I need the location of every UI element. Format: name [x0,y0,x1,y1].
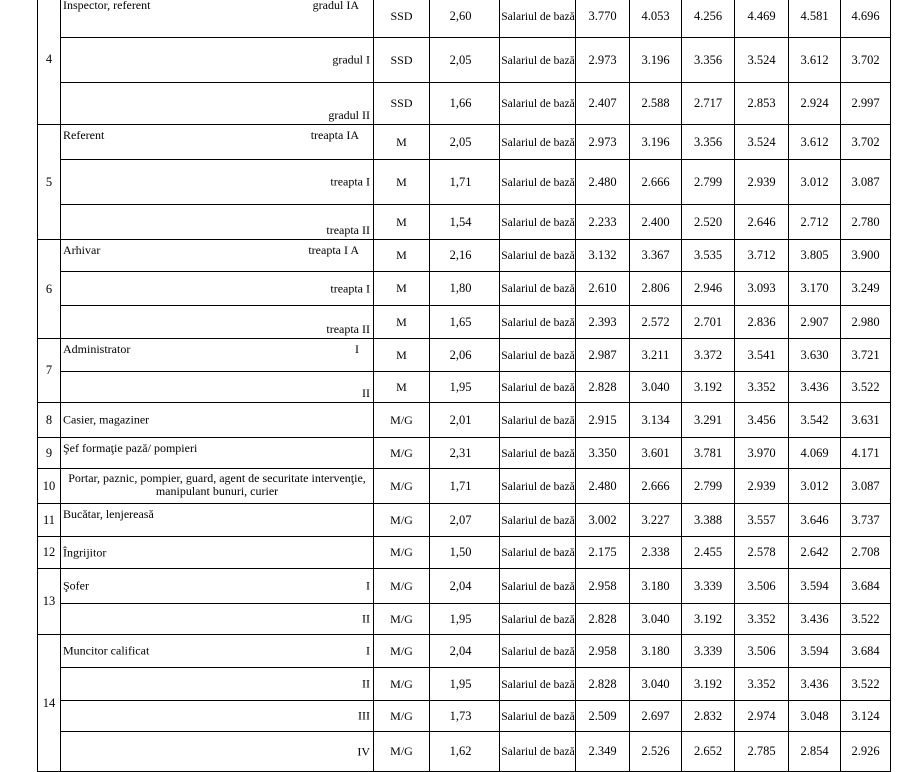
salary-value-cell: 3.367 [630,240,682,272]
salary-value-cell: 2.806 [630,272,682,306]
base-salary-label: Salariul de bază [500,339,576,372]
function-grade: IV [357,744,370,758]
salary-value-cell: 2.958 [576,569,630,604]
salary-value-cell: 3.702 [841,38,891,83]
salary-value-cell: 3.356 [682,38,735,83]
salary-value-cell: 2.799 [682,160,735,205]
coefficient-cell: 1,71 [430,160,500,205]
base-salary-label: Salariul de bază [500,668,576,701]
base-salary-label: Salariul de bază [500,469,576,504]
function-grade: II [362,386,370,400]
salary-value-cell: 2.924 [789,83,841,125]
base-salary-label: Salariul de bază [500,635,576,668]
function-cell [61,372,374,403]
salary-value-cell: 2.854 [789,732,841,772]
salary-value-cell: 2.915 [576,403,630,438]
function-name: Muncitor calificat [63,643,150,658]
table-row [38,403,891,438]
row-number-cell: 13 [38,569,61,635]
salary-value-cell: 2.455 [682,537,735,569]
salary-value-cell: 4.469 [735,0,789,38]
salary-table [37,0,891,772]
row-number-cell: 6 [38,240,61,339]
salary-value-cell: 2.480 [576,469,630,504]
salary-value-cell: 2.407 [576,83,630,125]
studies-cell: M/G [374,701,430,732]
coefficient-cell: 1,62 [430,732,500,772]
table-row [38,205,891,240]
function-cell [61,38,374,83]
function-grade: treapta I [330,174,370,189]
salary-value-cell: 3.684 [841,569,891,604]
function-name: Îngrijitor [63,545,107,559]
function-cell [61,504,374,537]
studies-cell: SSD [374,0,430,38]
base-salary-label: Salariul de bază [500,732,576,772]
studies-cell: M [374,160,430,205]
salary-value-cell: 3.541 [735,339,789,372]
salary-value-cell: 3.087 [841,160,891,205]
salary-value-cell: 2.480 [576,160,630,205]
salary-value-cell: 2.780 [841,205,891,240]
salary-value-cell: 3.180 [630,635,682,668]
salary-value-cell: 3.124 [841,701,891,732]
salary-value-cell: 3.506 [735,569,789,604]
function-cell [61,306,374,339]
function-cell [61,469,374,504]
table-row [38,732,891,772]
salary-value-cell: 2.828 [576,604,630,635]
row-number-cell: 12 [38,537,61,569]
salary-value-cell: 3.093 [735,272,789,306]
salary-value-cell: 3.192 [682,604,735,635]
function-cell [61,635,374,668]
salary-value-cell: 2.974 [735,701,789,732]
studies-cell: M/G [374,604,430,635]
table-row [38,469,891,504]
studies-cell: M/G [374,668,430,701]
studies-cell: M/G [374,469,430,504]
salary-value-cell: 3.612 [789,38,841,83]
studies-cell: M [374,339,430,372]
table-row [38,306,891,339]
salary-value-cell: 2.666 [630,160,682,205]
function-grade: gradul II [328,108,370,122]
salary-value-cell: 3.702 [841,125,891,160]
table-row [38,569,891,604]
table-row [38,604,891,635]
salary-value-cell: 2.572 [630,306,682,339]
coefficient-cell: 2,01 [430,403,500,438]
salary-value-cell: 4.696 [841,0,891,38]
function-cell [61,83,374,125]
function-cell [61,668,374,701]
salary-value-cell: 3.040 [630,604,682,635]
table-row [38,668,891,701]
salary-value-cell: 2.233 [576,205,630,240]
salary-value-cell: 3.557 [735,504,789,537]
salary-value-cell: 3.352 [735,372,789,403]
salary-value-cell: 2.785 [735,732,789,772]
salary-value-cell: 2.958 [576,635,630,668]
salary-value-cell: 2.588 [630,83,682,125]
function-cell [61,205,374,240]
coefficient-cell: 2,04 [430,569,500,604]
salary-value-cell: 2.349 [576,732,630,772]
studies-cell: M [374,306,430,339]
base-salary-label: Salariul de bază [500,38,576,83]
coefficient-cell: 2,07 [430,504,500,537]
salary-value-cell: 2.828 [576,372,630,403]
table-row [38,701,891,732]
coefficient-cell: 2,60 [430,0,500,38]
salary-value-cell: 2.853 [735,83,789,125]
function-grade: I [355,342,359,356]
function-name: Casier, magaziner [63,412,150,427]
coefficient-cell: 2,04 [430,635,500,668]
salary-value-cell: 2.973 [576,125,630,160]
salary-value-cell: 2.338 [630,537,682,569]
function-cell [61,240,374,272]
function-grade: gradul I [332,52,370,67]
salary-value-cell: 3.012 [789,469,841,504]
function-cell [61,537,374,569]
coefficient-cell: 1,54 [430,205,500,240]
function-cell [61,125,374,160]
function-cell [61,732,374,772]
salary-value-cell: 3.522 [841,604,891,635]
salary-value-cell: 2.652 [682,732,735,772]
salary-value-cell: 2.526 [630,732,682,772]
salary-value-cell: 3.436 [789,668,841,701]
studies-cell: M/G [374,438,430,469]
salary-value-cell: 3.542 [789,403,841,438]
salary-value-cell: 3.192 [682,668,735,701]
function-cell [61,160,374,205]
salary-value-cell: 3.524 [735,125,789,160]
base-salary-label: Salariul de bază [500,537,576,569]
table-row [38,372,891,403]
function-grade: treapta I A [308,243,359,257]
salary-value-cell: 3.684 [841,635,891,668]
salary-value-cell: 3.196 [630,125,682,160]
salary-value-cell: 2.980 [841,306,891,339]
salary-value-cell: 3.631 [841,403,891,438]
salary-value-cell: 2.642 [789,537,841,569]
salary-value-cell: 3.012 [789,160,841,205]
salary-value-cell: 3.970 [735,438,789,469]
salary-value-cell: 3.356 [682,125,735,160]
salary-value-cell: 2.712 [789,205,841,240]
studies-cell: M/G [374,537,430,569]
salary-value-cell: 2.393 [576,306,630,339]
studies-cell: M [374,240,430,272]
table-row [38,504,891,537]
salary-value-cell: 2.939 [735,469,789,504]
row-number-cell: 5 [38,125,61,240]
function-grade: treapta IA [310,128,359,142]
salary-value-cell: 2.717 [682,83,735,125]
salary-value-cell: 3.339 [682,635,735,668]
salary-value-cell: 3.522 [841,668,891,701]
function-cell [61,403,374,438]
row-number-cell: 4 [38,0,61,125]
function-name: Şofer [63,578,89,593]
salary-value-cell: 3.249 [841,272,891,306]
row-number-cell: 11 [38,504,61,537]
coefficient-cell: 1,95 [430,668,500,701]
salary-value-cell: 3.002 [576,504,630,537]
base-salary-label: Salariul de bază [500,306,576,339]
studies-cell: M [374,272,430,306]
row-number-cell: 8 [38,403,61,438]
coefficient-cell: 1,50 [430,537,500,569]
studies-cell: SSD [374,38,430,83]
function-grade: I [366,578,370,593]
table-row [38,272,891,306]
table-row [38,160,891,205]
function-grade: III [358,708,370,723]
salary-value-cell: 4.053 [630,0,682,38]
coefficient-cell: 1,95 [430,372,500,403]
function-cell [61,339,374,372]
studies-cell: M [374,125,430,160]
salary-value-cell: 3.087 [841,469,891,504]
function-grade: I [366,643,370,658]
coefficient-cell: 2,05 [430,125,500,160]
base-salary-label: Salariul de bază [500,372,576,403]
salary-value-cell: 3.436 [789,604,841,635]
salary-value-cell: 2.520 [682,205,735,240]
salary-value-cell: 2.939 [735,160,789,205]
salary-value-cell: 3.805 [789,240,841,272]
salary-value-cell: 3.612 [789,125,841,160]
salary-value-cell: 4.256 [682,0,735,38]
salary-value-cell: 3.770 [576,0,630,38]
function-grade: gradul IA [312,0,359,12]
function-name: Administrator [63,342,131,356]
salary-value-cell: 3.630 [789,339,841,372]
function-cell [61,604,374,635]
studies-cell: M/G [374,569,430,604]
salary-value-cell: 3.594 [789,635,841,668]
table-row [38,38,891,83]
salary-value-cell: 3.352 [735,604,789,635]
salary-value-cell: 3.524 [735,38,789,83]
salary-value-cell: 4.581 [789,0,841,38]
salary-value-cell: 3.506 [735,635,789,668]
function-cell [61,701,374,732]
row-number-cell: 7 [38,339,61,403]
salary-value-cell: 3.900 [841,240,891,272]
salary-value-cell: 3.211 [630,339,682,372]
base-salary-label: Salariul de bază [500,701,576,732]
function-grade: II [362,611,370,626]
salary-value-cell: 3.291 [682,403,735,438]
salary-value-cell: 2.708 [841,537,891,569]
salary-value-cell: 3.132 [576,240,630,272]
function-name: Referent [63,128,105,142]
salary-value-cell: 3.040 [630,372,682,403]
table-row [38,125,891,160]
function-name: Inspector, referent [63,0,151,12]
salary-value-cell: 3.535 [682,240,735,272]
studies-cell: M/G [374,635,430,668]
salary-value-cell: 3.196 [630,38,682,83]
salary-value-cell: 3.040 [630,668,682,701]
base-salary-label: Salariul de bază [500,604,576,635]
salary-value-cell: 3.372 [682,339,735,372]
salary-value-cell: 3.134 [630,403,682,438]
salary-value-cell: 2.701 [682,306,735,339]
salary-value-cell: 2.697 [630,701,682,732]
coefficient-cell: 2,06 [430,339,500,372]
salary-value-cell: 3.048 [789,701,841,732]
salary-value-cell: 4.171 [841,438,891,469]
function-grade: treapta II [326,223,370,237]
salary-value-cell: 3.350 [576,438,630,469]
function-name: Portar, paznic, pompier, guard, agent de securitate intervenţie, manipulant bunuri, curier [68,471,366,498]
coefficient-cell: 2,05 [430,38,500,83]
function-grade: treapta II [326,322,370,336]
salary-value-cell: 3.737 [841,504,891,537]
salary-value-cell: 2.610 [576,272,630,306]
coefficient-cell: 1,95 [430,604,500,635]
salary-value-cell: 2.973 [576,38,630,83]
function-cell [61,438,374,469]
table-row [38,635,891,668]
table-row [38,339,891,372]
base-salary-label: Salariul de bază [500,403,576,438]
salary-value-cell: 2.987 [576,339,630,372]
studies-cell: M/G [374,732,430,772]
table-row [38,83,891,125]
row-number-cell: 10 [38,469,61,504]
salary-value-cell: 2.926 [841,732,891,772]
salary-value-cell: 3.170 [789,272,841,306]
salary-value-cell: 3.601 [630,438,682,469]
salary-value-cell: 3.227 [630,504,682,537]
base-salary-label: Salariul de bază [500,0,576,38]
base-salary-label: Salariul de bază [500,83,576,125]
base-salary-label: Salariul de bază [500,504,576,537]
row-number-cell: 14 [38,635,61,772]
salary-value-cell: 3.594 [789,569,841,604]
function-name: Bucătar, lenjereasă [63,507,154,521]
base-salary-label: Salariul de bază [500,125,576,160]
function-name: Arhivar [63,243,101,257]
salary-value-cell: 2.400 [630,205,682,240]
salary-value-cell: 3.192 [682,372,735,403]
salary-value-cell: 2.997 [841,83,891,125]
salary-value-cell: 4.069 [789,438,841,469]
salary-value-cell: 3.522 [841,372,891,403]
function-cell [61,0,374,38]
row-number-cell: 9 [38,438,61,469]
function-cell [61,272,374,306]
salary-value-cell: 3.436 [789,372,841,403]
salary-value-cell: 2.836 [735,306,789,339]
salary-value-cell: 3.180 [630,569,682,604]
salary-value-cell: 2.175 [576,537,630,569]
table-row [38,438,891,469]
table-row [38,240,891,272]
salary-value-cell: 2.828 [576,668,630,701]
salary-value-cell: 2.832 [682,701,735,732]
studies-cell: M [374,205,430,240]
salary-value-cell: 3.388 [682,504,735,537]
salary-value-cell: 3.646 [789,504,841,537]
function-cell [61,569,374,604]
function-grade: treapta I [330,281,370,295]
coefficient-cell: 1,80 [430,272,500,306]
salary-value-cell: 2.578 [735,537,789,569]
salary-value-cell: 3.352 [735,668,789,701]
salary-value-cell: 3.712 [735,240,789,272]
coefficient-cell: 1,71 [430,469,500,504]
base-salary-label: Salariul de bază [500,272,576,306]
studies-cell: SSD [374,83,430,125]
function-grade: II [362,676,370,691]
base-salary-label: Salariul de bază [500,205,576,240]
studies-cell: M [374,372,430,403]
studies-cell: M/G [374,403,430,438]
salary-value-cell: 2.946 [682,272,735,306]
salary-value-cell: 2.666 [630,469,682,504]
coefficient-cell: 2,31 [430,438,500,469]
base-salary-label: Salariul de bază [500,160,576,205]
salary-value-cell: 3.781 [682,438,735,469]
coefficient-cell: 1,73 [430,701,500,732]
coefficient-cell: 1,66 [430,83,500,125]
table-body [38,0,891,772]
function-name: Şef formaţie pază/ pompieri [63,441,198,455]
table-row [38,0,891,38]
base-salary-label: Salariul de bază [500,438,576,469]
table-row [38,537,891,569]
salary-value-cell: 3.721 [841,339,891,372]
studies-cell: M/G [374,504,430,537]
salary-value-cell: 3.456 [735,403,789,438]
coefficient-cell: 1,65 [430,306,500,339]
base-salary-label: Salariul de bază [500,569,576,604]
salary-value-cell: 2.646 [735,205,789,240]
salary-value-cell: 2.509 [576,701,630,732]
salary-value-cell: 2.799 [682,469,735,504]
salary-value-cell: 3.339 [682,569,735,604]
salary-value-cell: 2.907 [789,306,841,339]
coefficient-cell: 2,16 [430,240,500,272]
base-salary-label: Salariul de bază [500,240,576,272]
